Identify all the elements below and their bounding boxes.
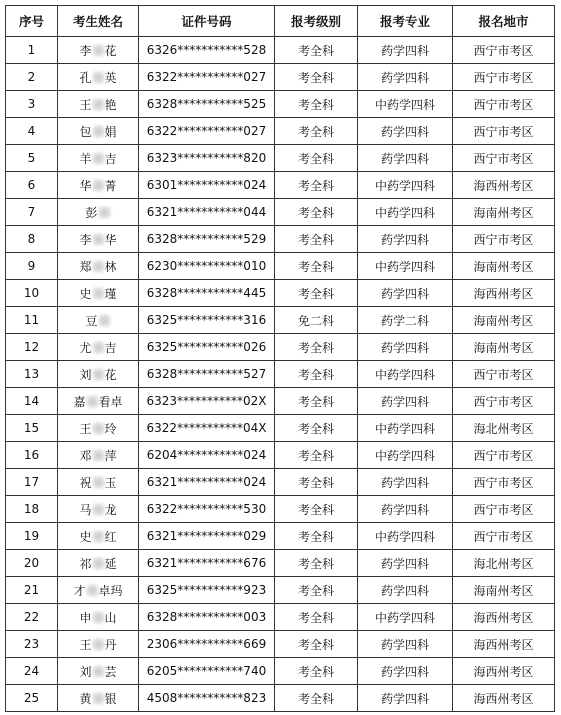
cell-exam-level: 考全科 [275,550,358,577]
cell-id-number: 6321***********024 [139,469,275,496]
cell-name [58,577,139,604]
name-visible-part: 华 [104,232,117,247]
name-visible-part: 银 [104,691,117,706]
name-redaction-mask [92,557,105,570]
name-redaction-mask [92,503,105,516]
cell-city: 海西州考区 [453,685,555,712]
cell-city: 海南州考区 [453,307,555,334]
cell-id-number: 6205***********740 [139,658,275,685]
cell-exam-level: 免二科 [275,307,358,334]
cell-id-number: 6230***********010 [139,253,275,280]
name-visible-part: 祝 [79,475,92,490]
cell-major: 药学四科 [358,118,453,145]
cell-major: 中药学四科 [358,172,453,199]
cell-major: 药学四科 [358,577,453,604]
table-row [6,388,555,415]
cell-major: 中药学四科 [358,253,453,280]
cell-exam-level: 考全科 [275,685,358,712]
table-row [6,37,555,64]
name-visible-part: 王 [79,97,92,112]
cell-id-number: 2306***********669 [139,631,275,658]
cell-city: 西宁市考区 [453,469,555,496]
name-visible-part: 史 [79,529,92,544]
cell-city: 海北州考区 [453,415,555,442]
name-visible-part: 山 [104,610,117,625]
candidate-table-container [5,5,555,712]
name-visible-part: 瑾 [104,286,117,301]
cell-name [58,658,139,685]
name-visible-part: 郑 [79,259,92,274]
cell-city: 西宁市考区 [453,361,555,388]
cell-index: 20 [6,550,58,577]
cell-exam-level: 考全科 [275,496,358,523]
cell-name [58,307,139,334]
cell-index: 12 [6,334,58,361]
cell-major: 药学四科 [358,388,453,415]
table-row [6,685,555,712]
table-row [6,91,555,118]
cell-index: 22 [6,604,58,631]
header-exam-level: 报考级别 [275,6,358,37]
cell-id-number: 6323***********02X [139,388,275,415]
cell-name [58,37,139,64]
cell-major: 药学四科 [358,685,453,712]
name-redaction-mask [92,692,105,705]
name-visible-part: 萍 [104,448,117,463]
cell-major: 药学四科 [358,334,453,361]
cell-name [58,604,139,631]
cell-name [58,145,139,172]
cell-id-number: 6328***********529 [139,226,275,253]
cell-exam-level: 考全科 [275,91,358,118]
table-header-row [6,6,555,37]
name-visible-part: 龙 [104,502,117,517]
candidate-table [5,5,555,712]
name-visible-part: 花 [104,367,117,382]
table-row [6,172,555,199]
cell-major: 药学四科 [358,496,453,523]
cell-index: 1 [6,37,58,64]
cell-id-number: 6301***********024 [139,172,275,199]
name-redaction-mask [92,179,105,192]
cell-city: 西宁市考区 [453,496,555,523]
cell-major: 中药学四科 [358,91,453,118]
name-visible-part: 丹 [104,637,117,652]
cell-city: 海南州考区 [453,253,555,280]
cell-name [58,226,139,253]
name-visible-part: 尤 [79,340,92,355]
cell-major: 药学四科 [358,64,453,91]
name-visible-part: 羊 [79,151,92,166]
table-row [6,415,555,442]
name-visible-part: 邓 [79,448,92,463]
table-row [6,577,555,604]
cell-major: 中药学四科 [358,361,453,388]
cell-index: 2 [6,64,58,91]
name-redaction-mask [92,152,105,165]
name-visible-part: 艳 [104,97,117,112]
table-row [6,523,555,550]
name-redaction-mask [92,449,105,462]
header-major: 报考专业 [358,6,453,37]
cell-id-number: 6321***********029 [139,523,275,550]
name-visible-part: 孔 [79,70,92,85]
name-visible-part: 李 [79,43,92,58]
cell-city: 海西州考区 [453,658,555,685]
cell-exam-level: 考全科 [275,604,358,631]
cell-exam-level: 考全科 [275,523,358,550]
cell-id-number: 6328***********525 [139,91,275,118]
table-row [6,118,555,145]
name-visible-part: 李 [79,232,92,247]
cell-exam-level: 考全科 [275,37,358,64]
cell-index: 17 [6,469,58,496]
name-redaction-mask [86,395,99,408]
cell-exam-level: 考全科 [275,388,358,415]
name-visible-part: 马 [79,502,92,517]
name-redaction-mask [92,260,105,273]
name-visible-part: 菁 [104,178,117,193]
cell-city: 西宁市考区 [453,64,555,91]
cell-name [58,550,139,577]
cell-exam-level: 考全科 [275,64,358,91]
cell-id-number: 6321***********044 [139,199,275,226]
cell-index: 13 [6,361,58,388]
cell-id-number: 6322***********04X [139,415,275,442]
table-row [6,64,555,91]
cell-id-number: 6321***********676 [139,550,275,577]
cell-name [58,253,139,280]
table-row [6,253,555,280]
cell-name [58,442,139,469]
cell-major: 药学二科 [358,307,453,334]
cell-id-number: 6328***********003 [139,604,275,631]
cell-exam-level: 考全科 [275,415,358,442]
name-redaction-mask [92,368,105,381]
cell-city: 海西州考区 [453,604,555,631]
cell-id-number: 6204***********024 [139,442,275,469]
cell-major: 药学四科 [358,631,453,658]
name-redaction-mask [92,233,105,246]
cell-name [58,469,139,496]
name-redaction-mask [92,476,105,489]
name-redaction-mask [92,98,105,111]
table-row [6,496,555,523]
cell-name [58,280,139,307]
cell-name [58,685,139,712]
cell-index: 25 [6,685,58,712]
cell-name [58,361,139,388]
cell-name [58,496,139,523]
cell-id-number: 6325***********026 [139,334,275,361]
name-redaction-mask [92,638,105,651]
cell-exam-level: 考全科 [275,253,358,280]
cell-city: 海南州考区 [453,334,555,361]
cell-exam-level: 考全科 [275,145,358,172]
name-redaction-mask [98,314,111,327]
name-visible-part: 嘉 [73,394,86,409]
cell-major: 药学四科 [358,37,453,64]
table-row [6,280,555,307]
name-visible-part: 才 [73,583,86,598]
name-redaction-mask [92,44,105,57]
cell-exam-level: 考全科 [275,334,358,361]
name-visible-part: 黄 [79,691,92,706]
cell-index: 21 [6,577,58,604]
cell-major: 药学四科 [358,280,453,307]
cell-name [58,631,139,658]
cell-city: 西宁市考区 [453,37,555,64]
cell-index: 11 [6,307,58,334]
name-visible-part: 延 [104,556,117,571]
cell-index: 15 [6,415,58,442]
name-visible-part: 刘 [79,664,92,679]
name-visible-part: 王 [79,637,92,652]
name-visible-part: 彭 [85,205,98,220]
cell-id-number: 6328***********445 [139,280,275,307]
name-visible-part: 芸 [104,664,117,679]
cell-city: 西宁市考区 [453,118,555,145]
name-visible-part: 吉 [104,151,117,166]
cell-id-number: 6322***********027 [139,64,275,91]
cell-name [58,64,139,91]
cell-index: 16 [6,442,58,469]
cell-major: 药学四科 [358,226,453,253]
cell-major: 中药学四科 [358,442,453,469]
name-visible-part: 玲 [104,421,117,436]
cell-exam-level: 考全科 [275,280,358,307]
table-row [6,145,555,172]
name-redaction-mask [92,611,105,624]
table-row [6,442,555,469]
table-body [6,37,555,712]
name-visible-part: 玉 [104,475,117,490]
table-row [6,334,555,361]
cell-exam-level: 考全科 [275,658,358,685]
cell-major: 中药学四科 [358,523,453,550]
cell-exam-level: 考全科 [275,172,358,199]
cell-exam-level: 考全科 [275,577,358,604]
cell-name [58,388,139,415]
cell-exam-level: 考全科 [275,199,358,226]
cell-city: 海西州考区 [453,280,555,307]
table-row [6,469,555,496]
cell-city: 海西州考区 [453,631,555,658]
cell-name [58,199,139,226]
header-id-number: 证件号码 [139,6,275,37]
name-redaction-mask [92,125,105,138]
name-visible-part: 林 [104,259,117,274]
name-visible-part: 华 [79,178,92,193]
cell-city: 海北州考区 [453,550,555,577]
cell-city: 海南州考区 [453,199,555,226]
cell-index: 6 [6,172,58,199]
name-visible-part: 卓玛 [98,583,123,598]
cell-name [58,334,139,361]
name-redaction-mask [92,287,105,300]
cell-name [58,415,139,442]
name-visible-part: 申 [79,610,92,625]
name-visible-part: 刘 [79,367,92,382]
name-redaction-mask [92,530,105,543]
name-visible-part: 看卓 [98,394,123,409]
cell-major: 中药学四科 [358,604,453,631]
name-visible-part: 花 [104,43,117,58]
cell-city: 海西州考区 [453,172,555,199]
cell-exam-level: 考全科 [275,631,358,658]
cell-id-number: 6323***********820 [139,145,275,172]
cell-city: 西宁市考区 [453,442,555,469]
cell-id-number: 6326***********528 [139,37,275,64]
table-row [6,307,555,334]
cell-major: 中药学四科 [358,199,453,226]
cell-id-number: 6328***********527 [139,361,275,388]
cell-id-number: 6322***********027 [139,118,275,145]
header-index: 序号 [6,6,58,37]
name-visible-part: 史 [79,286,92,301]
table-row [6,550,555,577]
name-visible-part: 吉 [104,340,117,355]
cell-index: 23 [6,631,58,658]
name-redaction-mask [92,422,105,435]
cell-name [58,91,139,118]
cell-name [58,523,139,550]
cell-index: 10 [6,280,58,307]
name-redaction-mask [92,665,105,678]
table-row [6,226,555,253]
cell-major: 药学四科 [358,145,453,172]
cell-exam-level: 考全科 [275,442,358,469]
cell-major: 药学四科 [358,469,453,496]
cell-exam-level: 考全科 [275,469,358,496]
name-visible-part: 王 [79,421,92,436]
cell-id-number: 6322***********530 [139,496,275,523]
name-visible-part: 英 [104,70,117,85]
cell-major: 药学四科 [358,658,453,685]
table-row [6,361,555,388]
cell-major: 中药学四科 [358,415,453,442]
cell-exam-level: 考全科 [275,361,358,388]
cell-index: 19 [6,523,58,550]
name-redaction-mask [86,584,99,597]
cell-index: 7 [6,199,58,226]
cell-city: 西宁市考区 [453,388,555,415]
cell-index: 24 [6,658,58,685]
cell-id-number: 6325***********316 [139,307,275,334]
cell-city: 西宁市考区 [453,91,555,118]
name-redaction-mask [92,71,105,84]
cell-city: 海南州考区 [453,577,555,604]
header-city: 报名地市 [453,6,555,37]
cell-id-number: 6325***********923 [139,577,275,604]
cell-name [58,172,139,199]
name-redaction-mask [98,206,111,219]
name-visible-part: 娟 [104,124,117,139]
cell-index: 5 [6,145,58,172]
table-row [6,631,555,658]
name-visible-part: 豆 [85,313,98,328]
table-row [6,604,555,631]
name-redaction-mask [92,341,105,354]
table-row [6,199,555,226]
cell-index: 4 [6,118,58,145]
cell-index: 18 [6,496,58,523]
cell-index: 8 [6,226,58,253]
cell-index: 14 [6,388,58,415]
header-name: 考生姓名 [58,6,139,37]
cell-exam-level: 考全科 [275,226,358,253]
cell-city: 西宁市考区 [453,226,555,253]
cell-index: 3 [6,91,58,118]
cell-major: 药学四科 [358,550,453,577]
table-row [6,658,555,685]
name-visible-part: 红 [104,529,117,544]
cell-city: 西宁市考区 [453,523,555,550]
cell-index: 9 [6,253,58,280]
cell-name [58,118,139,145]
cell-id-number: 4508***********823 [139,685,275,712]
name-visible-part: 祁 [79,556,92,571]
name-visible-part: 包 [79,124,92,139]
cell-city: 西宁市考区 [453,145,555,172]
cell-exam-level: 考全科 [275,118,358,145]
